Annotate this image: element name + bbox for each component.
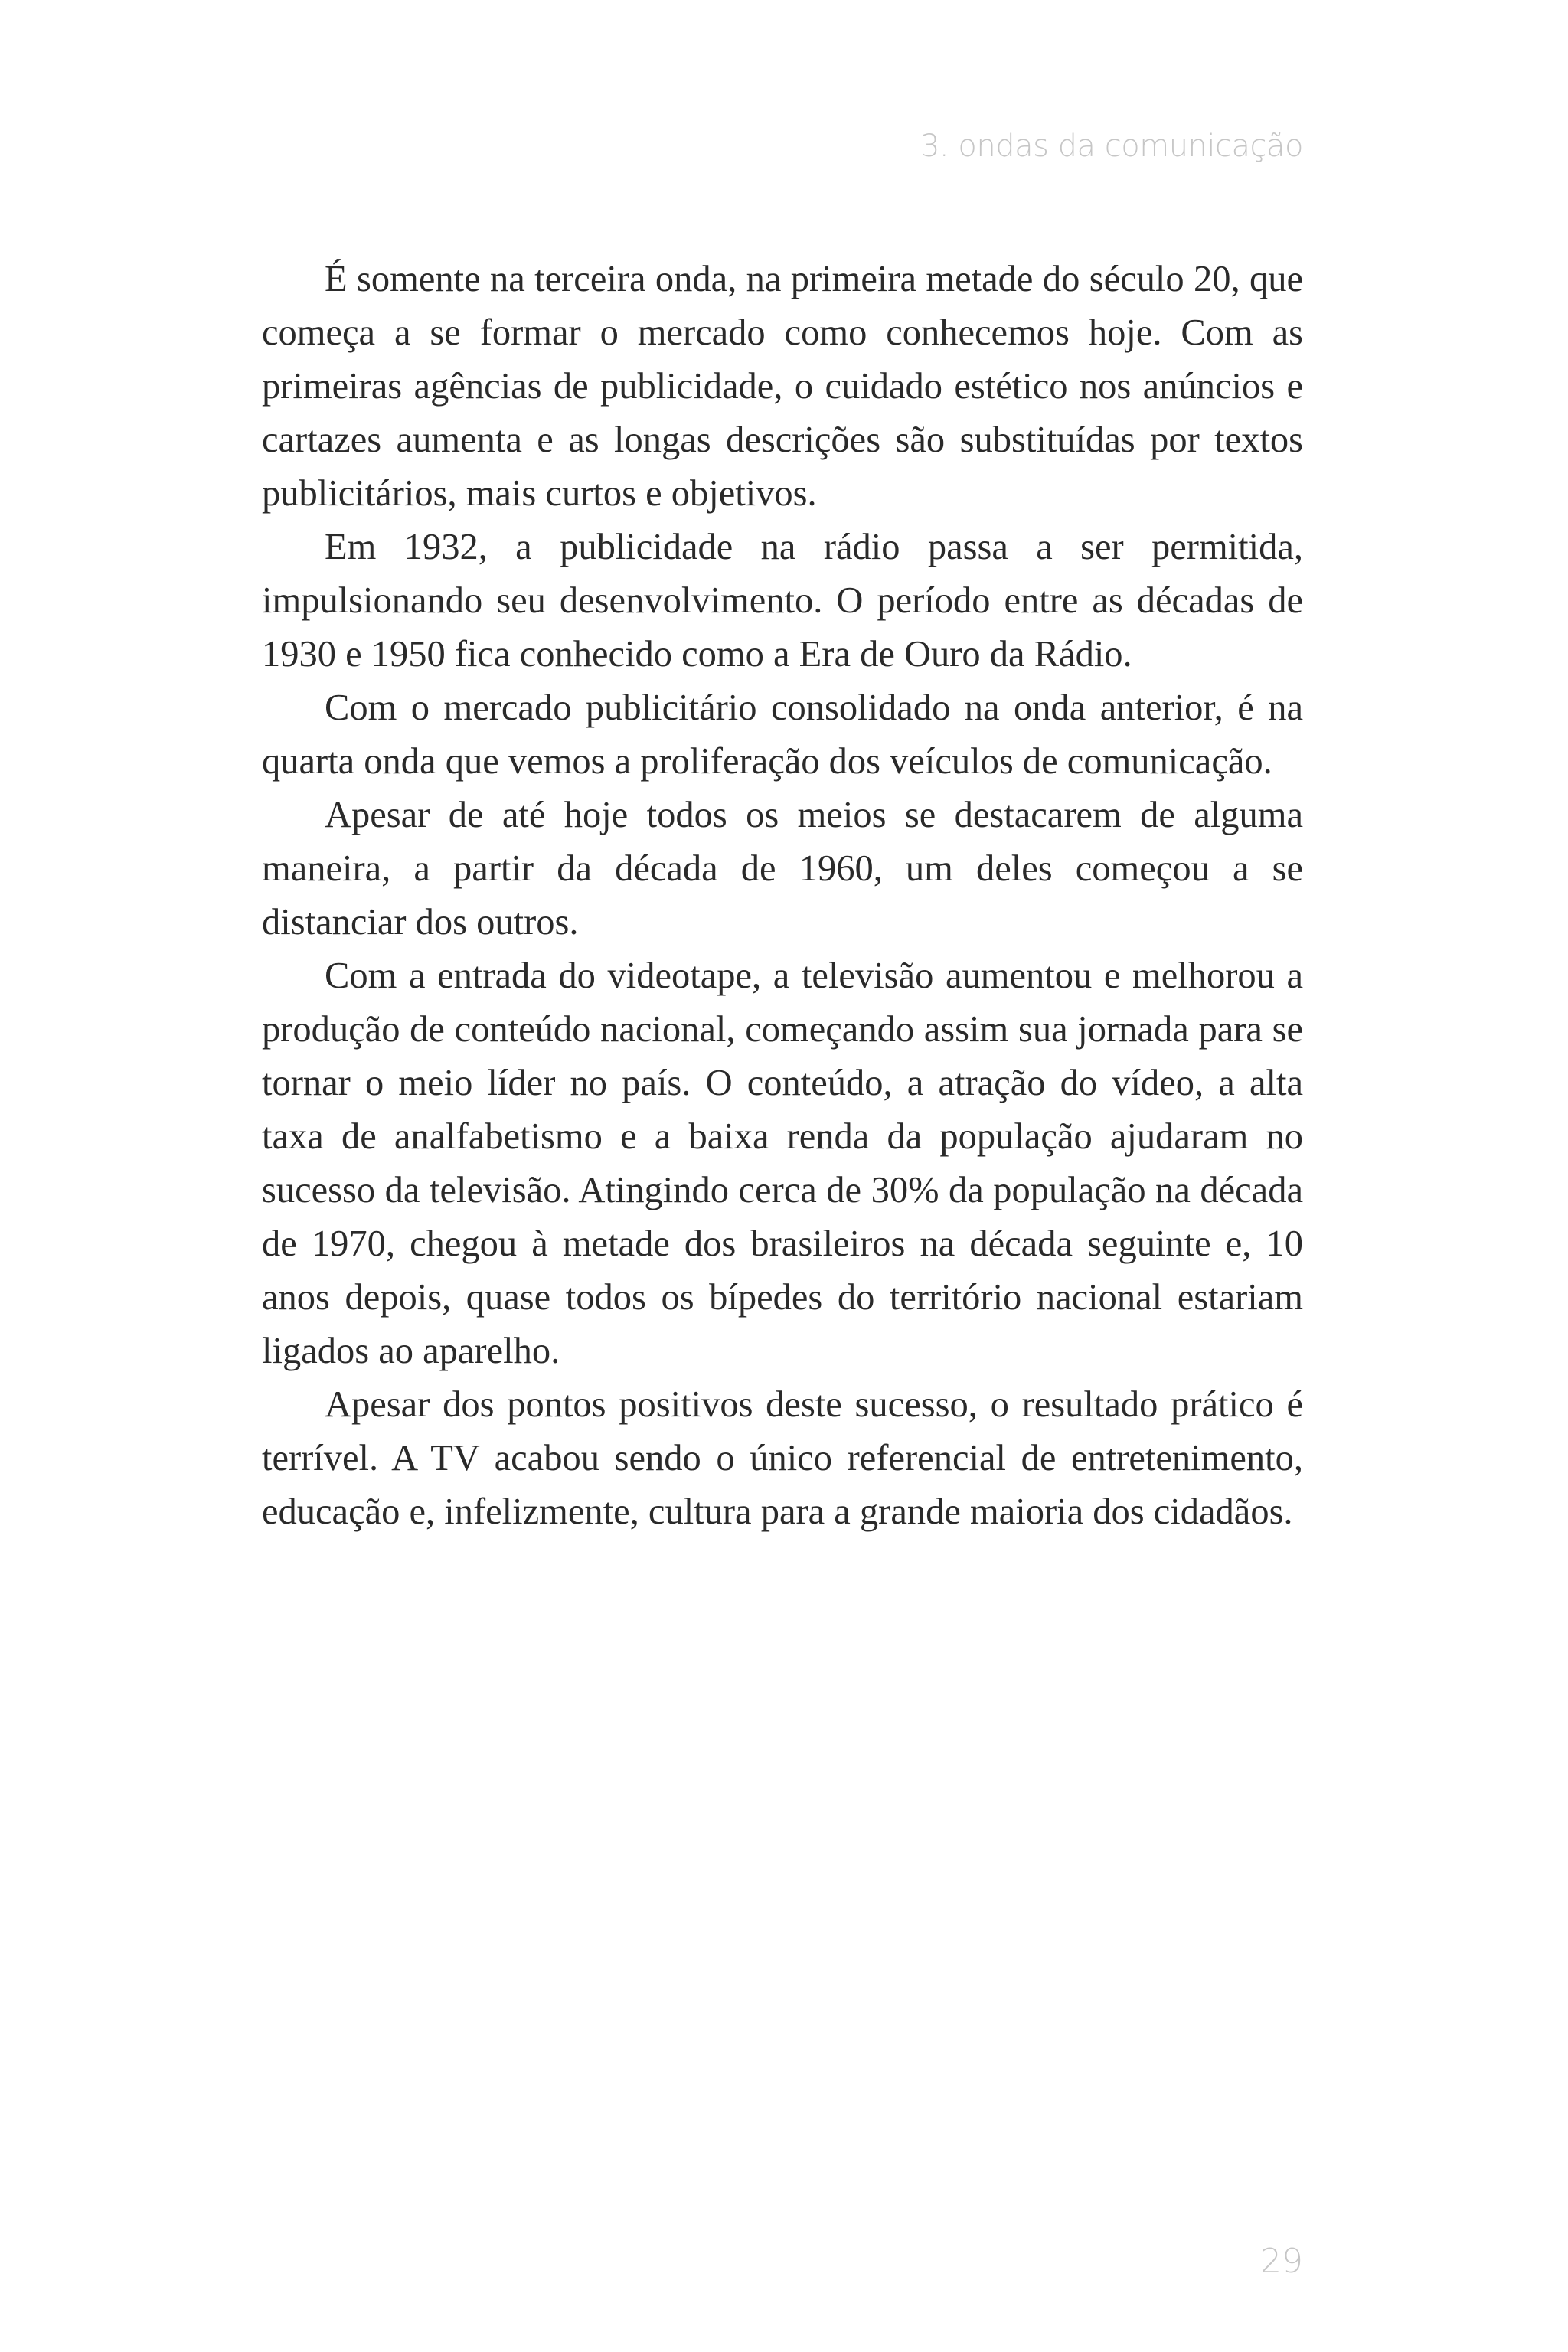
page-number: 29 [1260, 2242, 1303, 2281]
running-header: 3. ondas da comunicação [920, 129, 1303, 164]
paragraph: É somente na terceira onda, na primeira metade do século 20, que começa a se formar o mercado como conhecemos hoje. Com as primeiras agências de publicidade, o cuidado estético nos anúncios e cartazes aumenta e as longas descrições são substituídas por textos publicitários, mais curtos e objetivos. [262, 259, 1303, 514]
paragraph: Apesar de até hoje todos os meios se destacarem de alguma maneira, a partir da década de 1960, um deles começou a se distanciar dos outros. [262, 795, 1303, 942]
paragraph: Com a entrada do videotape, a televisão aumentou e melhorou a produção de conteúdo nacional, começando assim sua jornada para se tornar o meio líder no país. O conteúdo, a atração do vídeo, a alta taxa de analfabetismo e a baixa renda da população ajudaram no sucesso da televisão. Atingindo cerca de 30% da população na década de 1970, chegou à metade dos brasileiros na década seguinte e, 10 anos depois, quase todos os bípedes do território nacional estariam ligados ao aparelho. [262, 956, 1303, 1371]
paragraph: Apesar dos pontos positivos deste sucesso, o resultado prático é terrível. A TV acabou sendo o único referencial de entretenimento, educação e, infelizmente, cultura para a grande maioria dos cidadãos. [262, 1384, 1303, 1532]
paragraph: Com o mercado publicitário consolidado na onda anterior, é na quarta onda que vemos a proliferação dos veículos de comunicação. [262, 688, 1303, 782]
paragraph: Em 1932, a publicidade na rádio passa a ser permitida, impulsionando seu desenvolvimento. O período entre as décadas de 1930 e 1950 fica conhecido como a Era de Ouro da Rádio. [262, 527, 1303, 675]
body-text [262, 253, 1303, 1539]
